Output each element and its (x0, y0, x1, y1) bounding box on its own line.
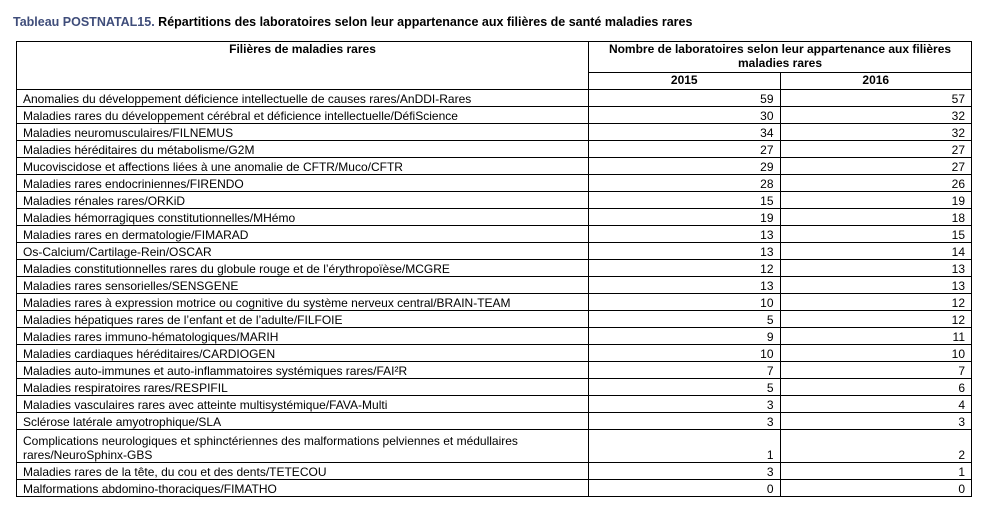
table-row (17, 192, 972, 209)
row-value-2016: 11 (780, 328, 972, 345)
row-value-2015: 27 (589, 141, 781, 158)
row-filiere-label: Maladies rares sensorielles/SENSGENE (17, 277, 589, 294)
table-row (17, 175, 972, 192)
header-year-2016: 2016 (780, 73, 972, 90)
table-row (17, 379, 972, 396)
row-value-2015: 3 (589, 396, 781, 413)
table-row (17, 430, 972, 463)
row-value-2016: 2 (780, 430, 972, 463)
row-value-2016: 27 (780, 141, 972, 158)
row-value-2015: 10 (589, 294, 781, 311)
row-value-2015: 9 (589, 328, 781, 345)
row-filiere-label: Maladies cardiaques héréditaires/CARDIOGEN (17, 345, 589, 362)
row-value-2015: 3 (589, 463, 781, 480)
table-row (17, 362, 972, 379)
row-value-2016: 12 (780, 311, 972, 328)
row-value-2016: 6 (780, 379, 972, 396)
row-value-2016: 32 (780, 124, 972, 141)
row-value-2016: 19 (780, 192, 972, 209)
row-value-2015: 13 (589, 243, 781, 260)
row-filiere-label: Maladies hémorragiques constitutionnelles/MHémo (17, 209, 589, 226)
row-value-2015: 5 (589, 379, 781, 396)
table-row (17, 141, 972, 158)
table-row (17, 294, 972, 311)
row-value-2015: 5 (589, 311, 781, 328)
header-group: Nombre de laboratoires selon leur appartenance aux filières maladies rares (589, 42, 972, 73)
table-row (17, 413, 972, 430)
row-filiere-label: Maladies héréditaires du métabolisme/G2M (17, 141, 589, 158)
row-filiere-label: Maladies vasculaires rares avec atteinte multisystémique/FAVA-Multi (17, 396, 589, 413)
row-filiere-label: Maladies rares immuno-hématologiques/MARIH (17, 328, 589, 345)
row-value-2016: 7 (780, 362, 972, 379)
table-caption (13, 14, 692, 30)
row-value-2015: 13 (589, 277, 781, 294)
table-header-row (17, 42, 972, 73)
row-filiere-label: Maladies rénales rares/ORKiD (17, 192, 589, 209)
row-filiere-label: Maladies neuromusculaires/FILNEMUS (17, 124, 589, 141)
row-value-2016: 4 (780, 396, 972, 413)
row-filiere-label: Maladies constitutionnelles rares du globule rouge et de l’érythropoïèse/MCGRE (17, 260, 589, 277)
table-row (17, 396, 972, 413)
row-value-2016: 10 (780, 345, 972, 362)
row-filiere-label: Sclérose latérale amyotrophique/SLA (17, 413, 589, 430)
table-row (17, 124, 972, 141)
row-filiere-label: Malformations abdomino-thoraciques/FIMATHO (17, 480, 589, 497)
row-filiere-label: Maladies rares à expression motrice ou cognitive du système nerveux central/BRAIN-TEAM (17, 294, 589, 311)
row-filiere-label: Complications neurologiques et sphinctériennes des malformations pelviennes et médullaires rares/NeuroSphinx-GBS (17, 430, 589, 463)
row-filiere-label: Maladies respiratoires rares/RESPIFIL (17, 379, 589, 396)
row-value-2015: 15 (589, 192, 781, 209)
table-row (17, 90, 972, 107)
header-year-2015: 2015 (589, 73, 781, 90)
row-value-2016: 1 (780, 463, 972, 480)
table-row (17, 243, 972, 260)
row-value-2016: 15 (780, 226, 972, 243)
row-value-2016: 14 (780, 243, 972, 260)
row-value-2016: 26 (780, 175, 972, 192)
row-value-2016: 27 (780, 158, 972, 175)
row-value-2015: 13 (589, 226, 781, 243)
table-row (17, 277, 972, 294)
row-value-2016: 13 (780, 260, 972, 277)
row-filiere-label: Os-Calcium/Cartilage-Rein/OSCAR (17, 243, 589, 260)
row-value-2015: 3 (589, 413, 781, 430)
table-row (17, 311, 972, 328)
row-value-2015: 34 (589, 124, 781, 141)
row-filiere-label: Maladies rares endocriniennes/FIRENDO (17, 175, 589, 192)
table-caption-label: Tableau POSTNATAL15. (13, 15, 155, 29)
row-value-2015: 28 (589, 175, 781, 192)
row-value-2015: 12 (589, 260, 781, 277)
table-row (17, 209, 972, 226)
row-filiere-label: Maladies rares de la tête, du cou et des dents/TETECOU (17, 463, 589, 480)
row-filiere-label: Maladies hépatiques rares de l’enfant et de l’adulte/FILFOIE (17, 311, 589, 328)
row-value-2015: 19 (589, 209, 781, 226)
row-filiere-label: Mucoviscidose et affections liées à une anomalie de CFTR/Muco/CFTR (17, 158, 589, 175)
table-body (17, 90, 972, 497)
table-row (17, 226, 972, 243)
table-row (17, 345, 972, 362)
row-value-2015: 30 (589, 107, 781, 124)
table-row (17, 260, 972, 277)
row-value-2016: 0 (780, 480, 972, 497)
row-filiere-label: Maladies rares du développement cérébral et déficience intellectuelle/DéfiScience (17, 107, 589, 124)
row-filiere-label: Maladies auto-immunes et auto-inflammatoires systémiques rares/FAI²R (17, 362, 589, 379)
row-value-2016: 18 (780, 209, 972, 226)
row-value-2016: 12 (780, 294, 972, 311)
table-row (17, 463, 972, 480)
table-caption-title: Répartitions des laboratoires selon leur appartenance aux filières de santé maladies rares (158, 15, 693, 29)
row-value-2016: 32 (780, 107, 972, 124)
row-value-2015: 29 (589, 158, 781, 175)
row-value-2015: 59 (589, 90, 781, 107)
table-row (17, 107, 972, 124)
table-row (17, 480, 972, 497)
row-value-2016: 13 (780, 277, 972, 294)
row-value-2016: 3 (780, 413, 972, 430)
laboratories-table (16, 41, 972, 497)
row-filiere-label: Maladies rares en dermatologie/FIMARAD (17, 226, 589, 243)
row-filiere-label: Anomalies du développement déficience intellectuelle de causes rares/AnDDI-Rares (17, 90, 589, 107)
row-value-2015: 10 (589, 345, 781, 362)
row-value-2015: 0 (589, 480, 781, 497)
table-row (17, 328, 972, 345)
table-row (17, 158, 972, 175)
row-value-2015: 7 (589, 362, 781, 379)
header-filiere: Filières de maladies rares (17, 42, 589, 90)
row-value-2015: 1 (589, 430, 781, 463)
row-value-2016: 57 (780, 90, 972, 107)
